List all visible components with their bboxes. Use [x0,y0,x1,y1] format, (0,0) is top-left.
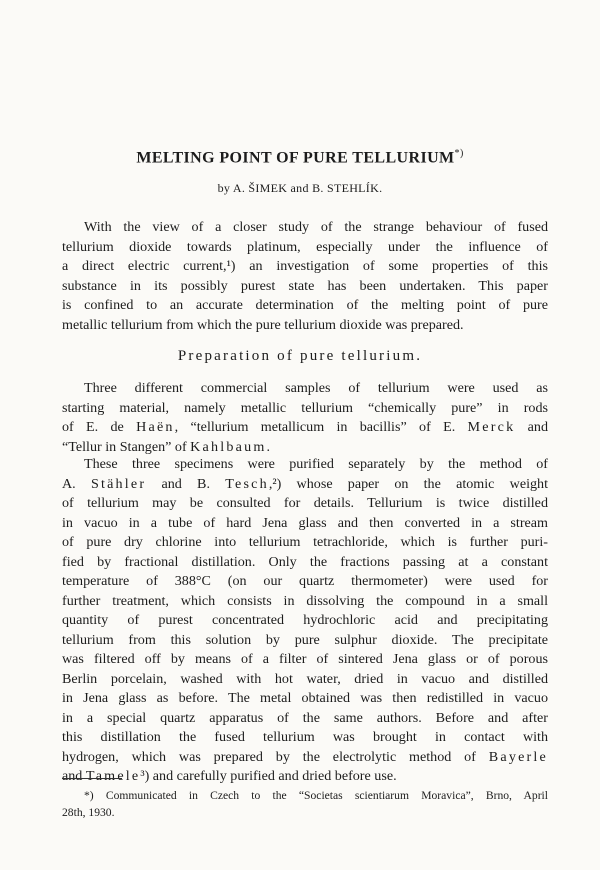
spaced-author-name: Tamele [85,768,141,784]
text-line: a direct electric current,¹) an investigation of some properties of this [62,258,548,274]
text-line: and Tamele³) and carefully purified and dried before use. [62,768,397,784]
text-line: in Jena glass as before. The metal obtained was then redistilled in vacuo [62,690,548,706]
text-line: Three different commercial samples of tellurium were used as [84,380,548,396]
text-line: of E. de Haën, “tellurium metallicum in bacillis” of E. Merck and [62,419,548,435]
author-byline: by A. ŠIMEK and B. STEHLÍK. [217,181,383,195]
footnote [62,787,548,821]
text-line: substance in its possibly purest state has been undertaken. This paper [62,277,548,294]
text-line: With the view of a closer study of the strange behaviour of fused [84,219,548,235]
text-line: this distillation the fused tellurium was brought in contact with [62,729,548,745]
text-line: metallic tellurium from which the pure tellurium dioxide was prepared. [62,316,464,333]
title-footnote-mark: *) [454,148,464,159]
text-line: was filtered off by means of a filter of sintered Jena glass or of porous [62,651,548,667]
intro-paragraph [62,218,548,335]
text-line: tellurium from this solution by pure sulphur dioxide. The precipitate [62,631,548,648]
text-line: starting material, namely metallic tellurium “chemically pure” in rods [62,399,548,416]
paper-title-text: MELTING POINT OF PURE TELLURIUM [136,149,455,167]
spaced-author-name: Kahlbaum [190,438,267,455]
text-line: of tellurium may be consulted for details. Tellurium is twice distilled [62,495,548,511]
spaced-author-name: Bayerle [488,748,548,765]
paper-title [0,148,600,167]
footnote-rule [62,778,122,779]
spaced-author-name: Haën [136,419,175,435]
section-heading: Preparation of pure tellurium. [177,348,423,364]
text-line: “Tellur in Stangen” of Kahlbaum. [62,438,271,455]
text-line: of pure dry chlorine into tellurium tetrachloride, which is further puri- [62,534,548,550]
text-line: 28th, 1930. [62,806,115,819]
spaced-author-name: Tesch [225,475,269,492]
text-line: in vacuo in a tube of hard Jena glass and then converted in a stream [62,514,548,531]
text-line: fied by fractional distillation. Only the fractions passing at a constant [62,553,548,570]
spaced-author-name: Stähler [90,475,147,492]
text-line: *) Communicated in Czech to the “Societas scientiarum Moravica”, Brno, April [84,789,548,802]
text-line: in a special quartz apparatus of the same authors. Before and after [62,709,548,726]
paragraph-purification [62,455,548,787]
text-line: tellurium dioxide towards platinum, especially under the influence of [62,238,548,255]
text-line: These three specimens were purified separately by the method of [84,456,548,472]
text-line: hydrogen, which was prepared by the electrolytic method of Bayerle [62,748,548,765]
spaced-author-name: Merck [467,419,516,435]
text-line: Berlin porcelain, washed with hot water, dried in vacuo and distilled [62,670,548,687]
text-line: is confined to an accurate determination of the melting point of pure [62,297,548,313]
text-line: quantity of purest concentrated hydrochloric acid and precipitating [62,612,548,628]
text-line: A. Stähler and B. Tesch,²) whose paper on the atomic weight [62,475,549,492]
paragraph-samples [62,379,548,457]
text-line: temperature of 388°C (on our quartz thermometer) were used for [62,573,548,589]
text-line: further treatment, which consists in dissolving the compound in a small [62,592,548,609]
